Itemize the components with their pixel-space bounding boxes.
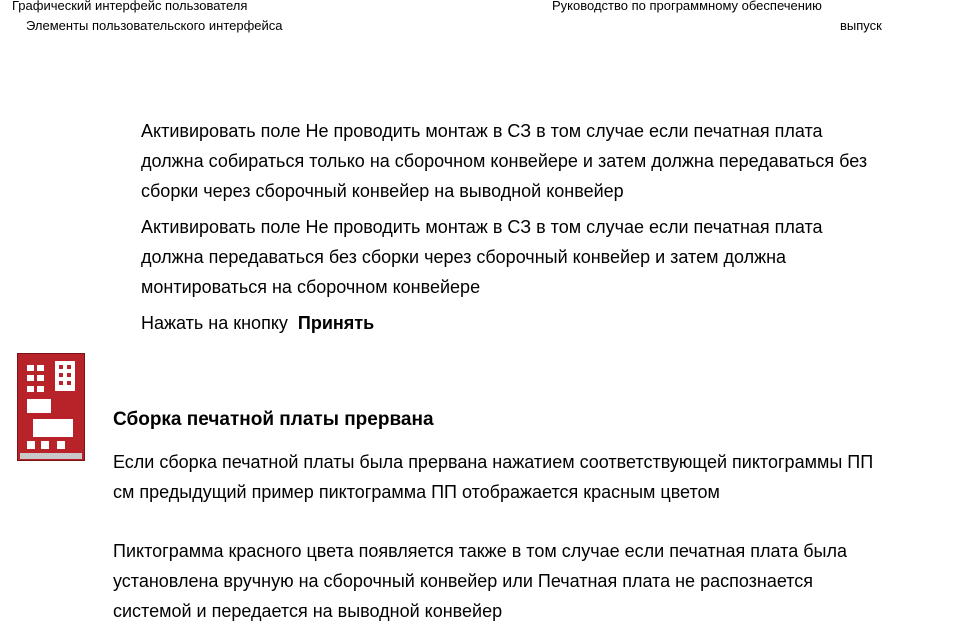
accept-button-label: Принять bbox=[297, 313, 375, 333]
pcb-red-icon bbox=[17, 353, 85, 461]
paragraph-line: системой и передается на выводной конвейер bbox=[113, 601, 503, 621]
section-heading: Сборка печатной платы прервана bbox=[113, 409, 434, 430]
step-instruction bbox=[141, 308, 374, 338]
paragraph-line: Пиктограмма красного цвета появляется также в том случае если печатная плата была bbox=[113, 541, 847, 561]
paragraph-line: см предыдущий пример пиктограмма ПП отображается красным цветом bbox=[113, 482, 720, 502]
paragraph-line: Если сборка печатной платы была прервана нажатием соответствующей пиктограммы ПП bbox=[113, 452, 874, 472]
paragraph-line: должна собираться только на сборочном конвейере и затем должна передаваться без bbox=[141, 151, 868, 171]
header-subsection-title: Элементы пользовательского интерфейса bbox=[26, 18, 283, 33]
header-section-title: Графический интерфейс пользователя bbox=[12, 0, 248, 13]
header-document-title: Руководство по программному обеспечению bbox=[552, 0, 822, 13]
paragraph-line: установлена вручную на сборочный конвейер или Печатная плата не распознается bbox=[113, 571, 814, 591]
step-prefix: Нажать на кнопку bbox=[141, 313, 288, 333]
paragraph-line: Активировать поле Не проводить монтаж в СЗ в том случае если печатная плата bbox=[141, 217, 823, 237]
paragraph-line: монтироваться на сборочном конвейере bbox=[141, 277, 481, 297]
header-release: выпуск bbox=[840, 18, 882, 33]
paragraph-line: должна передаваться без сборки через сборочный конвейер и затем должна bbox=[141, 247, 787, 267]
paragraph-line: Активировать поле Не проводить монтаж в СЗ в том случае если печатная плата bbox=[141, 121, 823, 141]
paragraph-line: сборки через сборочный конвейер на выводной конвейер bbox=[141, 181, 624, 201]
